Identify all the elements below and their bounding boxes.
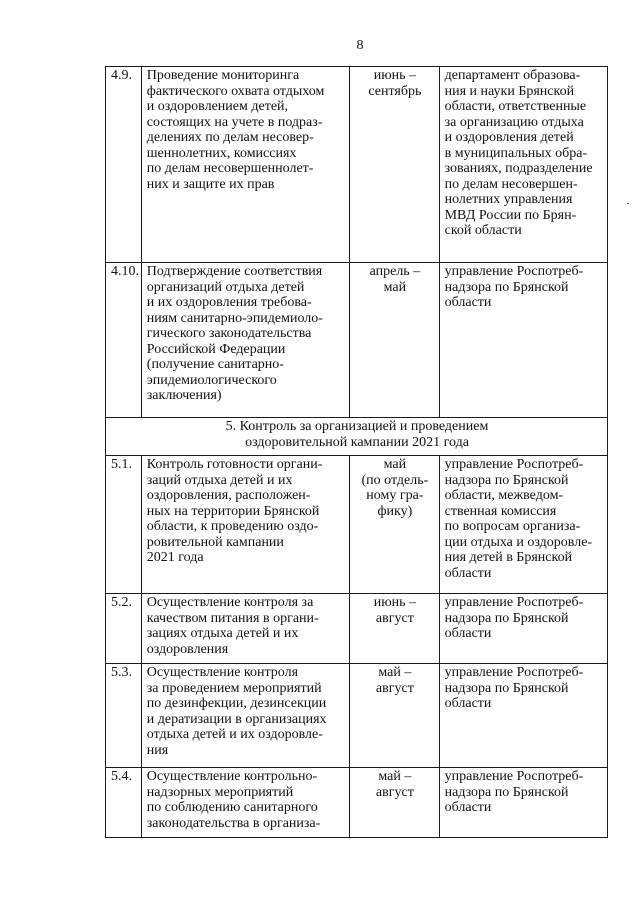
item-action: Проведение мониторинга фактического охвата отдыхом и оздоровлением детей, состоящих на учете в подраз- делениях по делам несовер- шеннолетних, комиссиях по делам несовершеннолет- них и защите их прав: [141, 67, 349, 263]
item-responsible: управление Роспотреб- надзора по Брянской области: [439, 594, 607, 664]
item-responsible: управление Роспотреб- надзора по Брянской области: [439, 263, 607, 418]
item-responsible: департамент образова- ния и науки Брянской области, ответственные за организацию отдыха и оздоровления детей в муниципальных обра- зованиях, подразделение по делам несовершен- нолетних управления МВД России по Брян- ской области: [439, 67, 607, 263]
item-action: Осуществление контроля за качеством питания в органи- зациях отдыха детей и их оздоровления: [141, 594, 349, 664]
item-term: май (по отдель- ному гра- фику): [350, 456, 439, 594]
table-row-4-10: [106, 263, 608, 418]
table-row-5-1: [106, 456, 608, 594]
table-row-4-9: [106, 67, 608, 263]
item-number: 5.1.: [106, 456, 142, 594]
item-action: Осуществление контрольно- надзорных мероприятий по соблюдению санитарного законодательства в организа-: [141, 768, 349, 838]
table-row-5-2: [106, 594, 608, 664]
scan-speck: [627, 203, 629, 204]
page-number: 8: [356, 38, 364, 53]
item-responsible: управление Роспотреб- надзора по Брянской области: [439, 664, 607, 768]
plan-table: [105, 66, 608, 838]
item-number: 4.10.: [106, 263, 142, 418]
section-title: 5. Контроль за организацией и проведением оздоровительной кампании 2021 года: [106, 418, 608, 456]
item-number: 5.4.: [106, 768, 142, 838]
item-term: апрель – май: [350, 263, 439, 418]
item-term: май – август: [350, 664, 439, 768]
item-term: июнь – сентябрь: [350, 67, 439, 263]
section-row-5: [106, 418, 608, 456]
item-action: Контроль готовности органи- заций отдыха детей и их оздоровления, расположен- ных на территории Брянской области, к проведению оздо- ровительной кампании 2021 года: [141, 456, 349, 594]
item-action: Осуществление контроля за проведением мероприятий по дезинфекции, дезинсекции и дератизации в организациях отдыха детей и их оздоровле- ния: [141, 664, 349, 768]
table-row-5-3: [106, 664, 608, 768]
item-responsible: управление Роспотреб- надзора по Брянской области: [439, 768, 607, 838]
item-responsible: управление Роспотреб- надзора по Брянской области, межведом- ственная комиссия по вопросам организа- ции отдыха и оздоровле- ния детей в Брянской области: [439, 456, 607, 594]
item-action: Подтверждение соответствия организаций отдыха детей и их оздоровления требова- ниям санитарно-эпидемиоло- гического законодательства Российской Федерации (получение санитарно- эпидемиологического заключения): [141, 263, 349, 418]
item-term: июнь – август: [350, 594, 439, 664]
item-number: 5.3.: [106, 664, 142, 768]
item-number: 5.2.: [106, 594, 142, 664]
table-row-5-4: [106, 768, 608, 838]
item-number: 4.9.: [106, 67, 142, 263]
item-term: май – август: [350, 768, 439, 838]
